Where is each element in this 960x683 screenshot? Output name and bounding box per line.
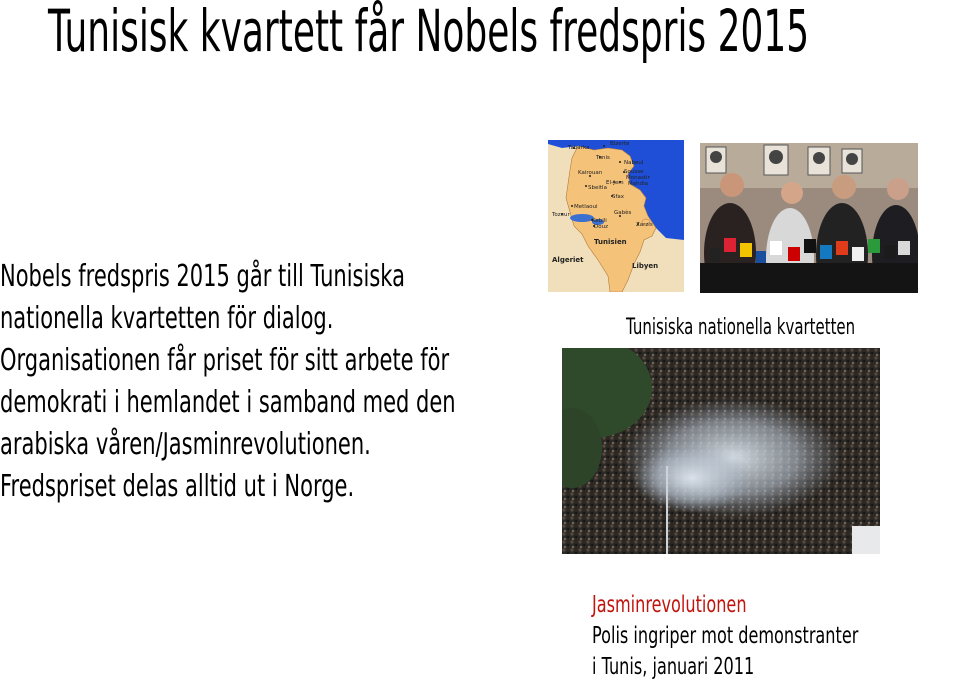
map-label-zarzis: Zarzis	[636, 222, 653, 228]
map-label-kairouan: Kairouan	[578, 170, 603, 176]
protest-caption-line: Polis ingriper mot demonstranter	[592, 623, 859, 649]
quartet-caption: Tunisiska nationella kvartetten	[626, 315, 856, 340]
quartet-caption-container	[626, 314, 926, 342]
body-line: Nobels fredspris 2015 går till Tunisiska	[0, 259, 405, 294]
protest-photo-graphic	[562, 348, 880, 554]
body-line: nationella kvartetten för dialog.	[0, 301, 334, 336]
map-label-kebili: Kebili	[592, 218, 607, 224]
body-line: Organisationen får priset för sitt arbete för	[0, 343, 450, 378]
body-text	[0, 256, 520, 508]
tunisia-map-graphic	[548, 140, 684, 292]
map-label-algeriet: Algeriet	[552, 256, 584, 264]
protest-caption	[592, 590, 952, 683]
body-line: demokrati i hemlandet i samband med den	[0, 385, 456, 420]
tunisia-map	[548, 140, 684, 292]
protest-caption-line: i Tunis, januari 2011	[592, 654, 755, 680]
body-line: arabiska våren/Jasminrevolutionen.	[0, 427, 371, 462]
map-label-sbeitla: Sbeitla	[588, 185, 607, 191]
body-line: Fredspriset delas alltid ut i Norge.	[0, 469, 355, 504]
map-label-tabarka: Tabarka	[568, 145, 590, 151]
map-label-sousse: Sousse	[624, 169, 644, 175]
map-label-gabes: Gabès	[614, 210, 632, 216]
map-label-mahdia: Mahdia	[628, 181, 648, 187]
map-label-tunis: Tunis	[596, 155, 610, 161]
map-label-metlaoui: Metlaoui	[574, 204, 598, 210]
map-label-douz: Douz	[594, 224, 608, 230]
protest-caption-title: Jasminrevolutionen	[592, 592, 747, 618]
slide-title: Tunisisk kvartett får Nobels fredspris 2015	[48, 0, 810, 65]
map-label-libyen: Libyen	[632, 262, 659, 270]
map-label-bizerte: Bizerte	[610, 141, 630, 147]
quartet-photo-graphic	[700, 143, 918, 293]
map-label-tunisien: Tunisien	[594, 238, 627, 246]
map-label-eljem: El-Jem	[606, 180, 624, 186]
map-label-monastir: Monastir	[626, 175, 650, 181]
slide-title-container	[48, 0, 928, 70]
quartet-photo	[700, 143, 918, 293]
map-label-sfax: Sfax	[612, 194, 625, 200]
protest-photo	[562, 348, 880, 554]
map-label-tozeur: Tozeur	[552, 212, 570, 218]
map-label-nabeul: Nabeul	[624, 160, 644, 166]
